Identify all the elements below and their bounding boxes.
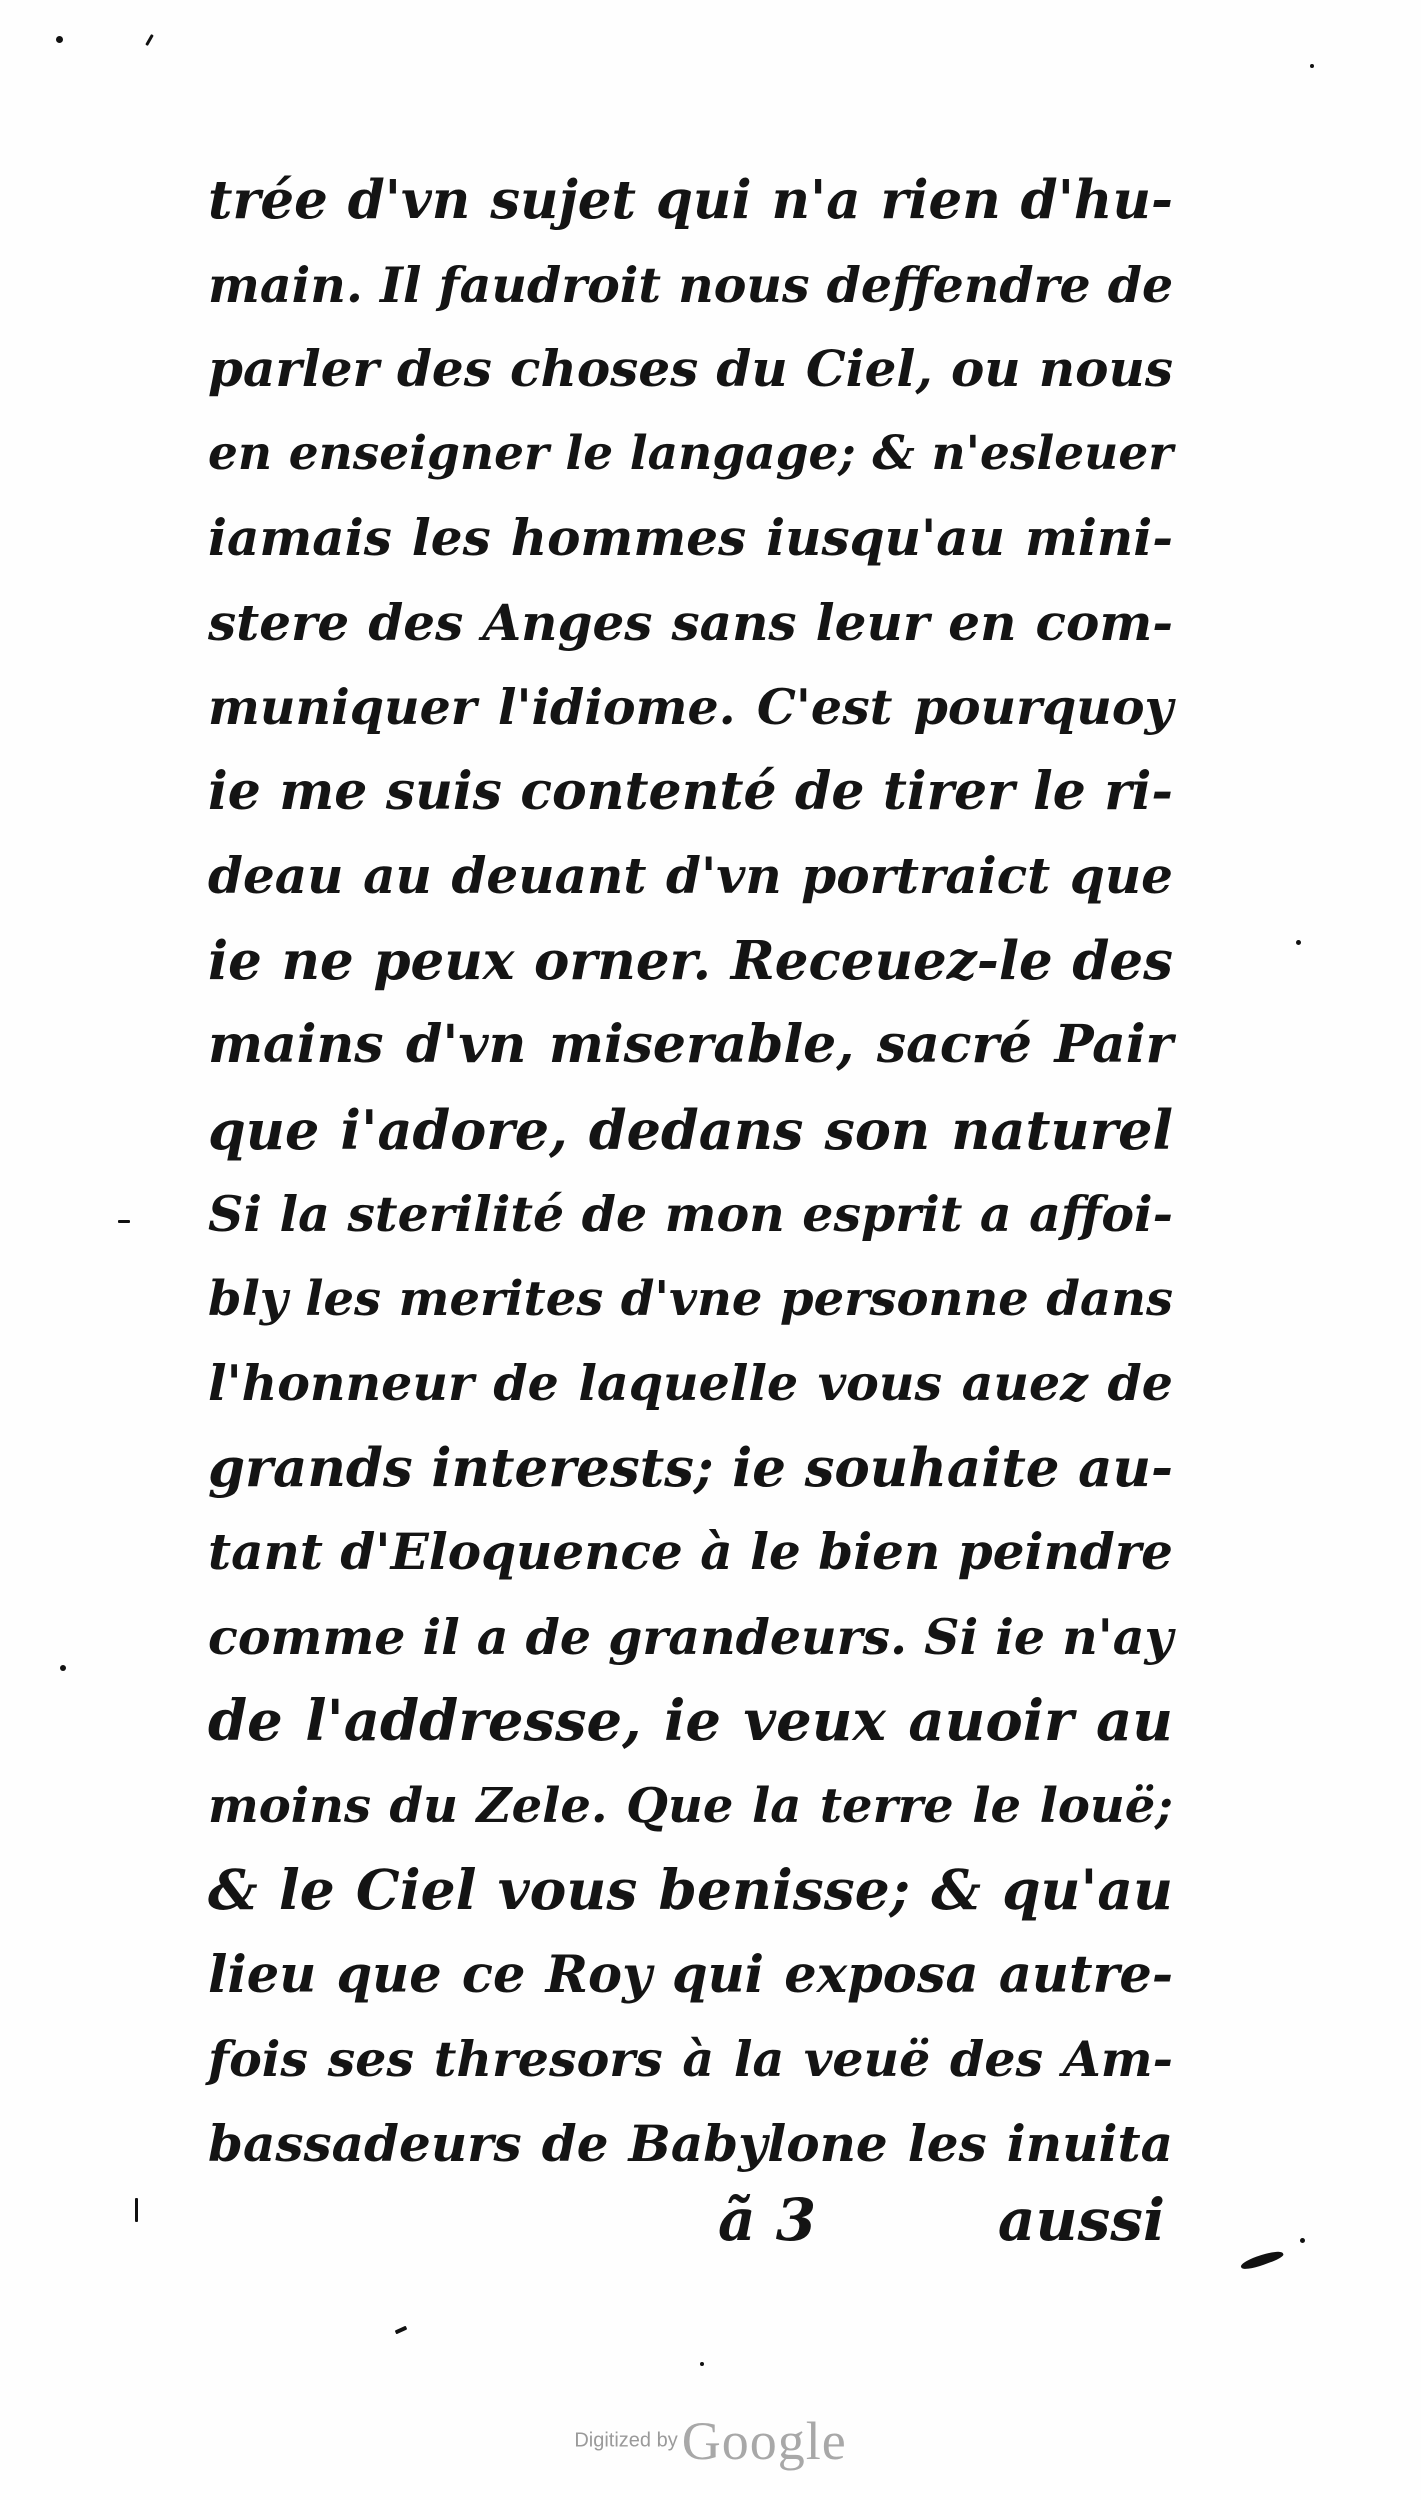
text-line: deau au deuant d'vn portraict que	[208, 846, 1173, 905]
google-logo: Google	[681, 2411, 847, 2471]
text-line: tant d'Eloquence à le bien peindre	[208, 1522, 1173, 1581]
ink-speck	[145, 34, 154, 46]
text-line: & le Ciel vous benisse; & qu'au	[208, 1857, 1173, 1922]
ink-speck	[1240, 2248, 1285, 2272]
text-line: trée d'vn sujet qui n'a rien d'hu-	[208, 169, 1173, 231]
ink-speck	[1300, 2238, 1305, 2243]
text-line: mains d'vn miserable, sacré Pair	[208, 1014, 1173, 1075]
text-line: Si la sterilité de mon esprit a affoi-	[208, 1185, 1173, 1243]
ink-speck	[56, 36, 63, 43]
text-line: lieu que ce Roy qui exposa autre-	[208, 1944, 1173, 2005]
catchword: aussi	[997, 2186, 1165, 2254]
text-line: moins du Zele. Que la terre le louë;	[208, 1777, 1173, 1834]
text-line: l'honneur de laquelle vous auez de	[208, 1354, 1173, 1412]
text-line: de l'addresse, ie veux auoir au	[208, 1688, 1173, 1754]
text-line: fois ses thresors à la veuë des Am-	[208, 2030, 1173, 2088]
signature-mark: ã 3	[718, 2186, 817, 2254]
page-footer-line	[208, 2178, 1173, 2262]
text-line: bassadeurs de Babylone les inuita	[208, 2113, 1173, 2173]
digitized-by-text: Digitized by	[574, 2429, 678, 2452]
text-line: stere des Anges sans leur en com-	[208, 592, 1173, 652]
ink-speck	[60, 1665, 66, 1671]
text-line: muniquer l'idiome. C'est pourquoy	[208, 678, 1173, 736]
text-line: ie me suis contenté de tirer le ri-	[208, 760, 1173, 822]
text-line: ie ne peux orner. Receuez-le des	[208, 929, 1173, 992]
text-line: en enseigner le langage; & n'esleuer	[208, 425, 1173, 481]
ink-speck	[118, 1220, 130, 1223]
ink-speck	[700, 2362, 704, 2366]
text-line: grands interests; ie souhaite au-	[208, 1436, 1173, 1499]
body-text	[208, 158, 1173, 2186]
text-line: main. Il faudroit nous deffendre de	[208, 255, 1174, 314]
ink-speck	[1296, 940, 1301, 945]
text-line: iamais les hommes iusqu'au mini-	[208, 508, 1173, 567]
ink-speck	[135, 2198, 138, 2222]
text-line: parler des choses du Ciel, ou nous	[208, 339, 1173, 398]
text-line: que i'adore, dedans son naturel	[208, 1097, 1173, 1162]
text-line: bly les merites d'vne personne dans	[208, 1270, 1173, 1327]
ink-speck	[395, 2326, 408, 2335]
digitization-watermark	[0, 2410, 1421, 2472]
text-line: comme il a de grandeurs. Si ie n'ay	[208, 1607, 1173, 1666]
ink-speck	[1310, 64, 1314, 68]
